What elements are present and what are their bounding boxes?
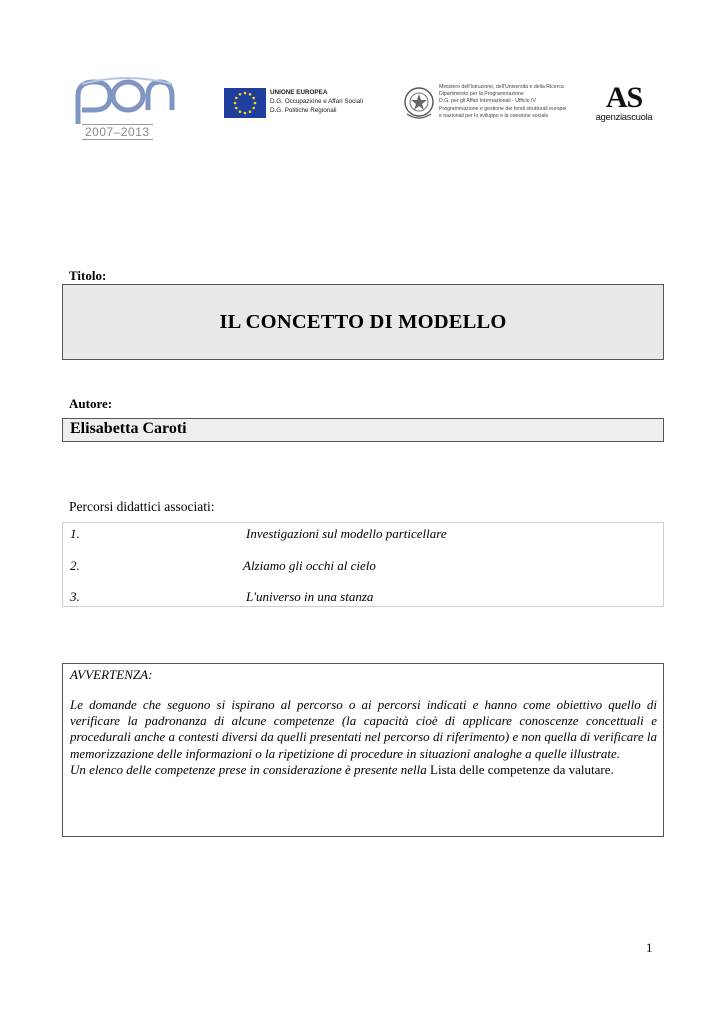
percorso-title: L'universo in una stanza <box>246 589 374 604</box>
pon-years: 2007–2013 <box>82 124 153 140</box>
italy-emblem-icon <box>402 84 436 122</box>
percorso-title: Investigazioni sul modello particellare <box>246 526 447 541</box>
page-number: 1 <box>646 940 653 955</box>
ministry-text <box>439 84 566 120</box>
percorso-number: 1. <box>70 526 80 541</box>
ministry-line: Ministero dell'Istruzione, dell'Università e della Ricerca <box>439 84 564 90</box>
percorsi-table <box>62 522 664 607</box>
percorso-number: 3. <box>70 589 80 604</box>
eu-line: D.G. Politiche Regionali <box>270 107 337 114</box>
autore-label: Autore: <box>69 396 113 411</box>
eu-logo <box>224 88 374 120</box>
warning-reference-text: Un elenco delle competenze prese in considerazione è presente nella <box>70 761 431 777</box>
eu-text <box>270 88 363 115</box>
agenziascuola-logo <box>592 83 656 125</box>
eu-line: UNIONE EUROPEA <box>270 89 328 96</box>
percorso-title: Alziamo gli occhi al cielo <box>243 558 376 573</box>
author-name: Elisabetta Caroti <box>70 420 187 437</box>
warning-body <box>70 697 657 778</box>
ministry-line: Dipartimento per la Programmazione <box>439 91 524 98</box>
warning-paragraph <box>70 762 657 778</box>
ministry-logo <box>402 84 574 126</box>
as-mark: AS <box>605 81 643 114</box>
pon-logo-mark <box>72 76 177 126</box>
competence-list-reference: Lista delle competenze da valutare. <box>430 761 614 777</box>
warning-paragraph: Le domande che seguono si ispirano al percorso o ai percorsi indicati e hanno come obiettivo quello di verificare la padronanza di alcune competenze (la capacità cioè di applicare conoscenze concettuali e procedurali anche a contesti diversi da quelli presentati nel percorso di riferimento) e non quella di verificare la memorizzazione delle informazioni o la ripetizione di procedure in situazioni analoghe a quelle illustrate. <box>70 697 657 761</box>
as-name: agenziascuola <box>595 112 653 123</box>
eu-flag-icon <box>224 88 266 118</box>
document-title: IL CONCETTO DI MODELLO <box>219 310 507 333</box>
title-box <box>62 284 664 360</box>
ministry-line: D.G. per gli Affari Internazionali - Ufficio IV <box>439 98 536 105</box>
warning-box <box>62 663 664 837</box>
titolo-label: Titolo: <box>69 268 107 283</box>
percorso-number: 2. <box>70 558 80 573</box>
eu-line: D.G. Occupazione e Affari Sociali <box>270 98 363 105</box>
ministry-line: Programmazione e gestione dei fondi strutturali europei <box>439 105 567 112</box>
ministry-line: e nazionali per lo sviluppo e la coesione sociale <box>439 112 549 119</box>
percorsi-label: Percorsi didattici associati: <box>69 499 215 514</box>
pon-logo <box>72 76 177 144</box>
warning-title: AVVERTENZA: <box>70 667 153 682</box>
author-box <box>62 418 664 442</box>
